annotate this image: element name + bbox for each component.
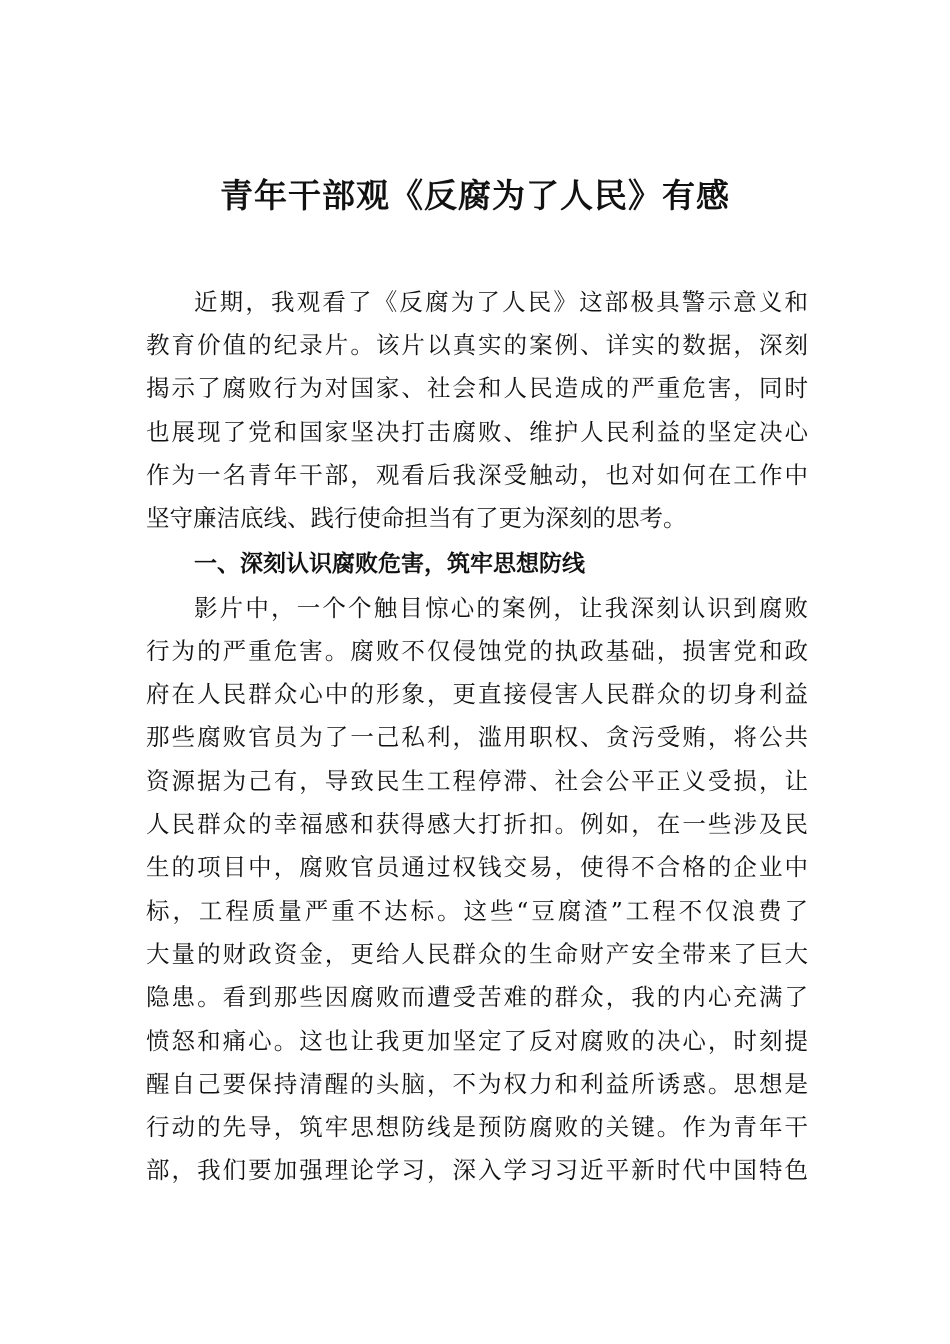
paragraph-line: 大量的财政资金，更给人民群众的生命财产安全带来了巨大 [146, 940, 808, 968]
paragraph-line: 那些腐败官员为了一己私利，滥用职权、贪污受贿，将公共 [146, 723, 808, 751]
paragraph-line: 坚守廉洁底线、践行使命担当有了更为深刻的思考。 [146, 504, 687, 532]
paragraph-line: 醒自己要保持清醒的头脑，不为权力和利益所诱惑。思想是 [146, 1070, 808, 1098]
paragraph-line: 府在人民群众心中的形象，更直接侵害人民群众的切身利益 [146, 680, 808, 708]
section-heading: 一、深刻认识腐败危害，筑牢思想防线 [194, 551, 585, 577]
paragraph-line: 近期，我观看了《反腐为了人民》这部极具警示意义和 [194, 288, 808, 316]
paragraph-line: 也展现了党和国家坚决打击腐败、维护人民利益的坚定决心 [146, 418, 808, 446]
document-title: 青年干部观《反腐为了人民》有感 [220, 176, 730, 215]
paragraph-line: 人民群众的幸福感和获得感大打折扣。例如，在一些涉及民 [146, 810, 808, 838]
paragraph-line: 作为一名青年干部，观看后我深受触动，也对如何在工作中 [146, 461, 808, 489]
paragraph-line: 行为的严重危害。腐败不仅侵蚀党的执政基础，损害党和政 [146, 637, 808, 665]
paragraph-line: 影片中，一个个触目惊心的案例，让我深刻认识到腐败 [194, 594, 808, 622]
paragraph-line: 教育价值的纪录片。该片以真实的案例、详实的数据，深刻 [146, 331, 808, 359]
paragraph-line: 资源据为己有，导致民生工程停滞、社会公平正义受损，让 [146, 767, 808, 795]
paragraph-line: 揭示了腐败行为对国家、社会和人民造成的严重危害，同时 [146, 374, 808, 402]
paragraph-line: 隐患。看到那些因腐败而遭受苦难的群众，我的内心充满了 [146, 983, 808, 1011]
paragraph-line: 行动的先导，筑牢思想防线是预防腐败的关键。作为青年干 [146, 1113, 808, 1141]
paragraph-line: 愤怒和痛心。这也让我更加坚定了反对腐败的决心，时刻提 [146, 1027, 808, 1055]
paragraph-line: 部，我们要加强理论学习，深入学习习近平新时代中国特色 [146, 1156, 808, 1184]
paragraph-line: 生的项目中，腐败官员通过权钱交易，使得不合格的企业中 [146, 853, 808, 881]
paragraph-line: 标，工程质量严重不达标。这些“豆腐渣”工程不仅浪费了 [146, 897, 808, 925]
